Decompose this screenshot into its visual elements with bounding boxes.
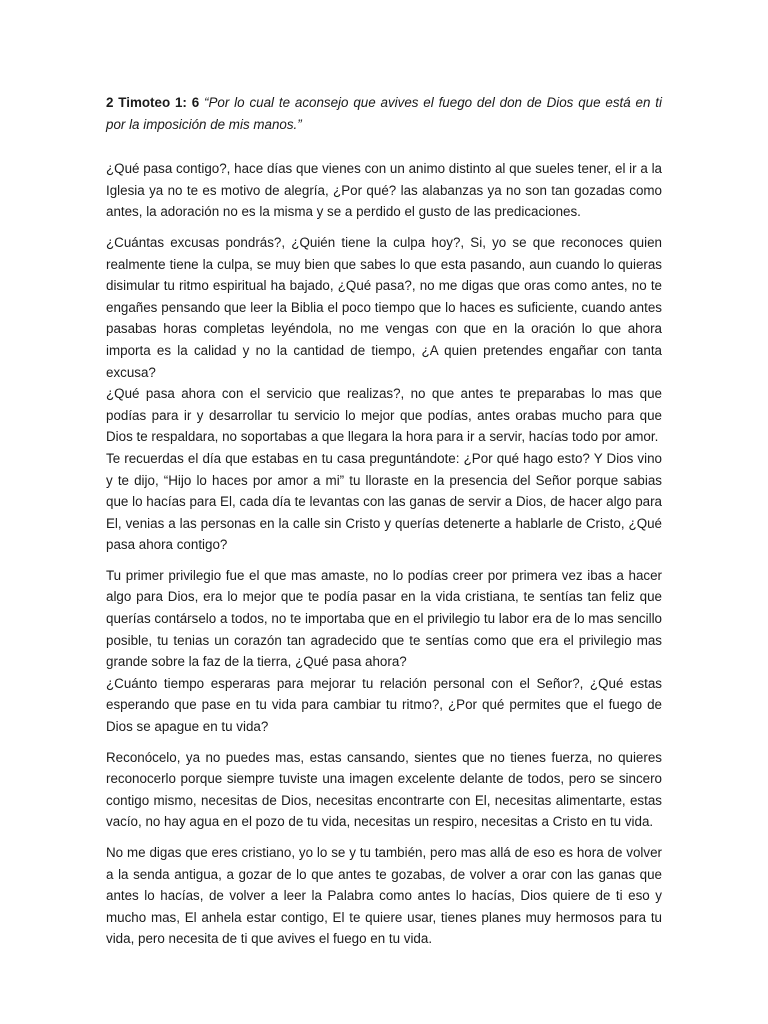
paragraph-3: ¿Qué pasa ahora con el servicio que realizas?, no que antes te preparabas lo mas que podías para ir y desarrollar tu servicio lo mejor que podías, antes orabas mucho para que Dios te respaldara, no soportabas a que llegara la hora para ir a servir, hacías todo por amor. (106, 386, 662, 445)
verse-reference: 2 Timoteo 1: 6 (106, 95, 200, 110)
verse-quote: “Por lo cual te aconsejo que avives el fuego del don de Dios que está en ti por la imposición de mis manos.” (106, 95, 662, 132)
document-page (106, 92, 662, 959)
paragraph-8: No me digas que eres cristiano, yo lo se y tu también, pero mas allá de eso es hora de volver a la senda antigua, a gozar de lo que antes te gozabas, de volver a orar con las ganas que antes lo hacías, de volver a leer la Palabra como antes lo hacías, Dios quiere de ti eso y mucho mas, El anhela estar contigo, El te quiere usar, tienes planes muy hermosos para tu vida, pero necesita de ti que avives el fuego en tu vida. (106, 845, 662, 947)
paragraph-5: Tu primer privilegio fue el que mas amaste, no lo podías creer por primera vez ibas a hacer algo para Dios, era lo mejor que te podía pasar en la vida cristiana, te sentías tan feliz que querías contárselo a todos, no te importaba que en el privilegio tu labor era de lo mas sencillo posible, tu tenias un corazón tan agradecido que te sentías como que era el privilegio mas grande sobre la faz de la tierra, ¿Qué pasa ahora? (106, 567, 662, 670)
paragraph-4: Te recuerdas el día que estabas en tu casa preguntándote: ¿Por qué hago esto? Y Dios vino y te dijo, “Hijo lo haces por amor a mi” tu lloraste en la presencia del Señor porque sabias que lo hacías para El, cada día te levantas con las ganas de servir a Dios, de hacer algo para El, venias a las personas en la calle sin Cristo y querías detenerte a hablarle de Cristo, ¿Qué pasa ahora contigo? (106, 450, 662, 553)
verse-heading (106, 92, 662, 135)
paragraph-6: ¿Cuánto tiempo esperaras para mejorar tu relación personal con el Señor?, ¿Qué estas esperando que pase en tu vida para cambiar tu ritmo?, ¿Por qué permites que el fuego de Dios se apague en tu vida? (106, 675, 662, 735)
paragraph-1: ¿Qué pasa contigo?, hace días que vienes con un animo distinto al que sueles tener, el ir a la Iglesia ya no te es motivo de alegría, ¿Por qué? las alabanzas ya no son tan gozadas como antes, la adoración no es la misma y se a perdido el gusto de las predicaciones. (106, 161, 662, 220)
paragraph-2: ¿Cuántas excusas pondrás?, ¿Quién tiene la culpa hoy?, Si, yo se que reconoces quien realmente tiene la culpa, se muy bien que sabes lo que esta pasando, aun cuando lo quieras disimular tu ritmo espiritual ha bajado, ¿Qué pasa?, no me digas que oras como antes, no te engañes pensando que leer la Biblia el poco tiempo que lo haces es suficiente, cuando antes pasabas horas completas leyéndola, no me vengas con que en la oración lo que ahora importa es la calidad y no la cantidad de tiempo, ¿A quien pretendes engañar con tanta excusa? (106, 234, 662, 380)
paragraph-7: Reconócelo, ya no puedes mas, estas cansando, sientes que no tienes fuerza, no quieres reconocerlo porque siempre tuviste una imagen excelente delante de todos, pero se sincero contigo mismo, necesitas de Dios, necesitas encontrarte con El, necesitas alimentarte, estas vacío, no hay agua en el pozo de tu vida, necesitas un respiro, necesitas a Cristo en tu vida. (106, 749, 662, 830)
